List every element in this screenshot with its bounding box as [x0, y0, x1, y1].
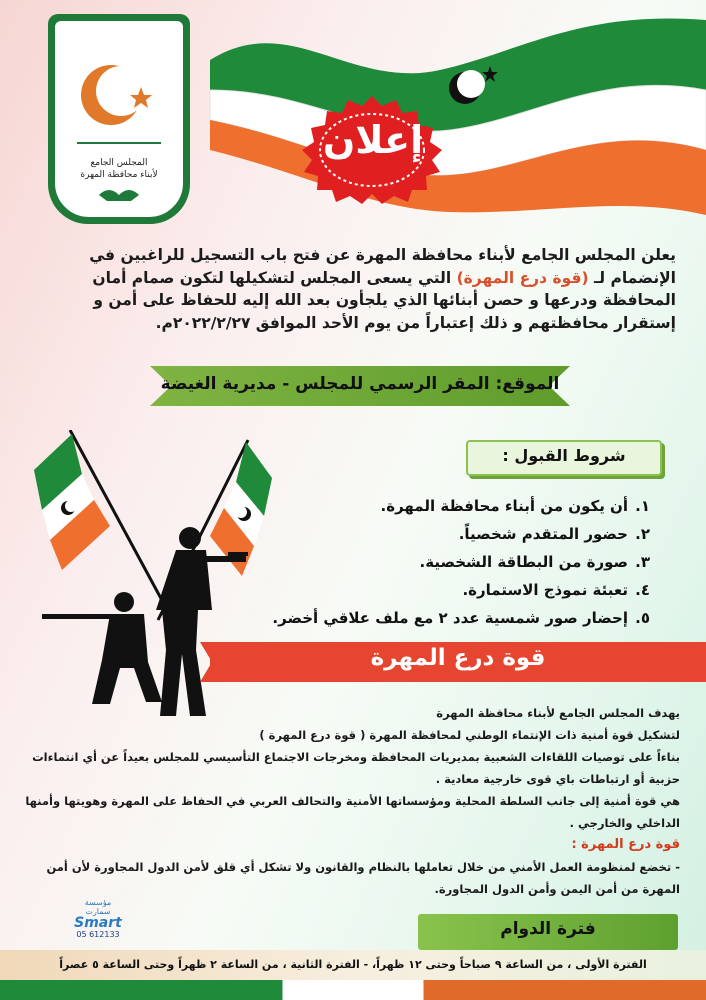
force-paragraph-5: - تخضع لمنظومة العمل الأمني من خلال تعاملها بالنظام والقانون ولا تشكل أي قلق لأمن الدول المجاورة لأن أمن المهرة من أمن اليمن وأمن الدول المجاورة. [46, 860, 680, 896]
force-paragraph-3: بناءاً على توصيات اللقاءات الشعبية بمديريات المحافظة ومخرجات الاجتماع التأسيسي للمجلس بعيداً عن أي انتماءات حزبية أو ارتباطات باي قوى خارجية معادية . [32, 750, 680, 786]
intro-part-1: يعلن المجلس الجامع لأبناء محافظة المهرة عن فتح باب التسجيل للراغبين في الإنضمام لـ [89, 246, 676, 287]
smart-logo [74, 898, 122, 939]
emblem-line-2: لأبناء محافظة المهرة [80, 170, 158, 180]
force-title: قوة درع المهرة [370, 645, 546, 671]
condition-item: ٤. تعبئة نموذج الاستمارة. [462, 581, 650, 599]
conditions-list [230, 492, 650, 632]
bottom-flag-bar [0, 980, 706, 1000]
condition-item: ١. أن يكون من أبناء محافظة المهرة. [380, 497, 650, 515]
handshake-icon [99, 190, 139, 201]
hours-line: الفترة الأولى ، من الساعة ٩ صباحاً وحتى ١٢ ظهراً، - الفترة الثانية ، من الساعة ٢ ظهراً وحتى الساعة ٥ عصراً [59, 958, 647, 971]
condition-item: ٢. حضور المتقدم شخصياً. [458, 525, 650, 543]
kneeling-soldier-icon [42, 592, 162, 704]
flag-left [34, 434, 110, 570]
location-text: الموقع: المقر الرسمي للمجلس - مديرية الغيضة [160, 374, 560, 394]
force-paragraph-1: يهدف المجلس الجامع لأبناء محافظة المهرة [436, 706, 680, 720]
force-paragraph-4: هي قوة أمنية إلى جانب السلطة المحلية ومؤسساتها الأمنية والتحالف العربي في الحفاظ على المهرة وهويتها وأمنها الداخلي والخارجي . [25, 794, 680, 830]
hours-title: فترة الدوام [500, 919, 596, 939]
force-paragraph-2: لتشكيل قوة أمنية ذات الإنتماء الوطني لمحافظة المهرة ( قوة درع المهرة ) [259, 728, 680, 742]
conditions-title: شروط القبول : [502, 446, 626, 465]
smart-logo-word: Smart [74, 915, 122, 931]
force-description [24, 702, 680, 900]
smart-logo-mark: مؤسسة سمارت [84, 898, 112, 916]
smart-logo-phone: 05 612133 [76, 930, 120, 939]
emblem-line-1: المجلس الجامع [90, 158, 148, 168]
announcement-title: إعلان [322, 118, 424, 162]
intro-paragraph [30, 244, 676, 334]
intro-highlight: (قوة درع المهرة) [456, 268, 589, 287]
force-subtitle: قوة درع المهرة : [571, 837, 680, 852]
intro-part-2: التي يسعى المجلس لتشكيلها لتكون صمام أمان المحافظة ودرعها و حصن أبنائها الذي يلجأون بعد الله إليه للحفاظ على أمن و إستقرار محافظتهم و ذلك إعتباراً من يوم الأحد الموافق ٢٠٢٢/٢/٢٧م. [92, 268, 676, 332]
condition-item: ٣. صورة من البطاقة الشخصية. [419, 553, 650, 571]
council-emblem [48, 14, 190, 224]
condition-item: ٥. إحضار صور شمسية عدد ٢ مع ملف علاقي أخضر. [272, 609, 650, 627]
